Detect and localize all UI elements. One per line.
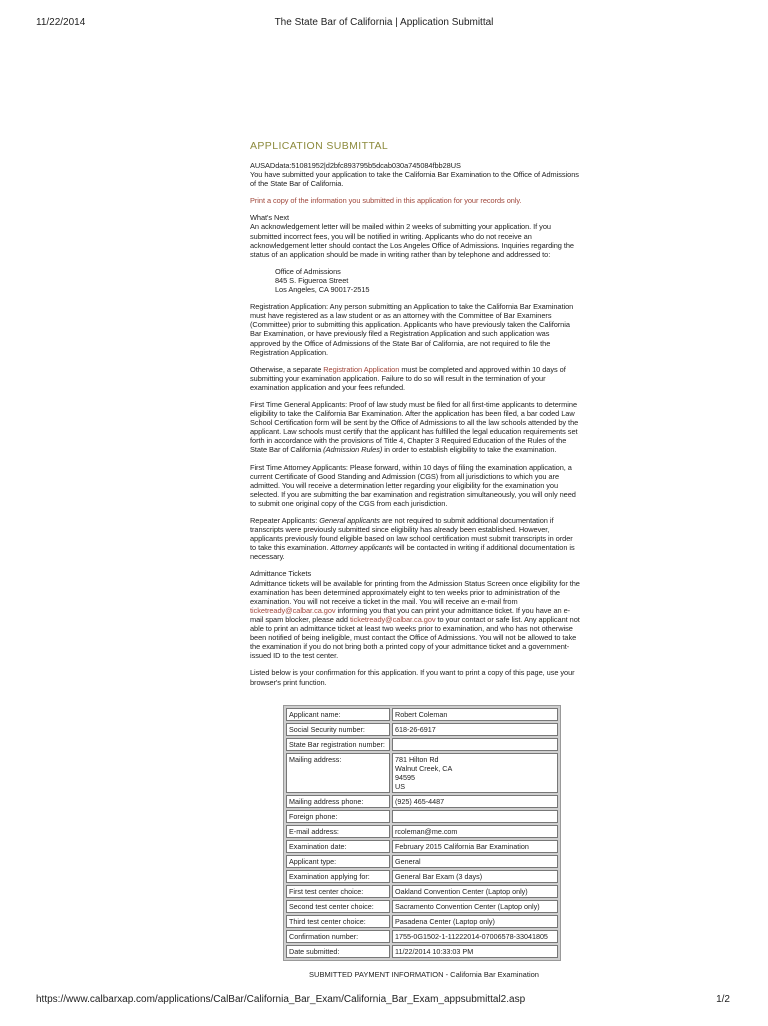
row-value: Robert Coleman [392,708,558,721]
registration-application-link[interactable]: Registration Application [323,364,400,374]
confirmation-table [283,705,561,961]
text: First Time General Applicants: Proof of law study must be filed for all first-time applicants to determine eligibility to take the California Bar Examination. After the application has been filed, a bar coded Law School Certification form will be sent by the Office of Admissions to all the law schools attended by the applicant. Law schools must certify that the applicant has fulfilled the legal education requirements set forth in accordance with the provisions of Title 4, Chapter 3 Required Education of the Rules of the State Bar of California [250,399,579,455]
text: General applicants [319,516,380,525]
text: must be completed and approved within 10 days of submitting your examination application. Failure to do so will result in the termination of your examination application and your fees refunded. [250,364,566,392]
page-title: APPLICATION SUBMITTAL [250,140,389,152]
row-value: 11/22/2014 10:33:03 PM [392,945,558,958]
text: Admittance tickets will be available for printing from the Admission Status Screen once eligibility for the examination has been determined approximately eight to ten weeks prior to administration of the examination. You will not receive a ticket in the mail. You will receive an e-mail from [250,578,580,606]
text: will be contacted in writing if additional documentation is necessary. [250,543,575,562]
row-label: Confirmation number: [286,930,390,943]
row-label: State Bar registration number: [286,738,390,751]
table-row [286,900,558,913]
row-value: Sacramento Convention Center (Laptop only) [392,900,558,913]
application-content [250,140,580,695]
row-label: Examination applying for: [286,870,390,883]
row-label: E-mail address: [286,825,390,838]
row-label: Social Security number: [286,723,390,736]
text: are not required to submit additional documentation if transcripts were previously submitted since eligibility has already been established. However, applicants previously found eligible based on law school certification must submit transcripts in order to take this examination. [250,516,573,553]
listed-text: Listed below is your confirmation for this application. If you want to print a copy of this page, use your browser's print function. [250,668,575,687]
text: Otherwise, a separate [250,364,324,374]
address-line: Los Angeles, CA 90017-2515 [275,285,370,295]
row-value [392,738,558,751]
text: informing you that you can print your admittance ticket. If you have an e-mail spam blocker, please add [250,605,571,624]
table-row [286,723,558,736]
text: to your contact or safe list. Any applicant not able to print an admittance ticket at least two weeks prior to examination, and who has not otherwise been notified of being ineligible, must contact the Office of Admissions. You will not be allowed to take the examination if you do not bring both a printed copy of your admittance ticket and a government-issued ID to the test center. [250,614,580,661]
row-label: Foreign phone: [286,810,390,823]
text: Attorney applicants [330,543,393,553]
tickets-text [250,579,580,661]
page-header-title: The State Bar of California | Application Submittal [274,17,494,28]
whats-next-text: An acknowledgement letter will be mailed within 2 weeks of submitting your application. If you submitted incorrect fees, you will be notified in writing. Applicants who do not receive an acknowledgement letter should contact the Los Angeles Office of Admissions. Inquiries regarding the status of an application should be made in writing rather than by telephone and addressed to: [250,222,574,259]
table-row [286,795,558,808]
page-header [0,17,768,31]
tickets-heading: Admittance Tickets [250,569,312,579]
row-label: Date submitted: [286,945,390,958]
whats-next-heading: What's Next [250,213,290,223]
row-value: General Bar Exam (3 days) [392,870,558,883]
address-line: Office of Admissions [275,266,341,276]
row-label: First test center choice: [286,885,390,898]
table-row [286,840,558,853]
page-footer [0,994,768,1008]
row-value: 781 Hilton Rd Walnut Creek, CA 94595 US [392,753,558,793]
row-label: Mailing address phone: [286,795,390,808]
page-header-date: 11/22/2014 [36,17,86,28]
row-label: Applicant name: [286,708,390,721]
row-label: Examination date: [286,840,390,853]
row-value: Pasadena Center (Laptop only) [392,915,558,928]
row-label: Mailing address: [286,753,390,793]
table-row [286,825,558,838]
row-value: 618-26-6917 [392,723,558,736]
row-label: Third test center choice: [286,915,390,928]
table-row [286,870,558,883]
row-value: February 2015 California Bar Examination [392,840,558,853]
admission-rules: (Admission Rules) [323,445,383,455]
otherwise-text [250,365,580,392]
intro-text: You have submitted your application to take the California Bar Examination to the Office of Admissions of the State Bar of California. [250,170,579,189]
table-row [286,915,558,928]
row-label: Applicant type: [286,855,390,868]
row-value: 1755-0G1502-1-11222014-07006578-33041805 [392,930,558,943]
row-label: Second test center choice: [286,900,390,913]
table-row [286,708,558,721]
id-line: AUSADdata:51081952|d2bfc893795b5dcab030a745084fbb28US [250,161,461,170]
first-attorney-text: First Time Attorney Applicants: Please forward, within 10 days of filing the examination application, a current Certificate of Good Standing and Admission (CGS) from all jurisdictions to which you are admitted. You will receive a determination letter regarding your eligibility for the examination you selected. If you are submitting the bar examination and registration simultaneously, you will only need to submit one original copy of the CGS from each jurisdiction. [250,462,576,508]
table-row [286,945,558,958]
text: Repeater Applicants: [250,516,320,525]
registration-text: Registration Application: Any person submitting an Application to take the California Bar Examination must have registered as a law student or as an attorney with the Committee of Bar Examiners (Committee) prior to submitting this application. Applicants who have previously taken the California Bar Examination, or have previously filed a Registration Application and such application was approved by the Office of Admissions of the State Bar of California, are not required to file the Registration Application. [250,302,574,357]
ticketready-email-link[interactable]: ticketready@calbar.ca.gov [349,614,436,624]
text: in order to establish eligibility to take the examination. [382,445,557,455]
table-row [286,753,558,793]
row-value: General [392,855,558,868]
page-number: 1/2 [716,993,730,1005]
first-general-text [250,400,580,455]
table-row [286,885,558,898]
table-row [286,810,558,823]
print-note: Print a copy of the information you submitted in this application for your records only. [250,196,522,206]
row-value [392,810,558,823]
page-footer-url: https://www.calbarxap.com/applications/CalBar/California_Bar_Exam/California_Bar_Exam_appsubmittal2.asp [36,993,526,1005]
table-row [286,738,558,751]
address-line: 845 S. Figueroa Street [275,275,349,285]
row-value: rcoleman@me.com [392,825,558,838]
ticketready-email-link[interactable]: ticketready@calbar.ca.gov [250,605,336,615]
row-value: (925) 465-4487 [392,795,558,808]
table-row [286,855,558,868]
payment-heading: SUBMITTED PAYMENT INFORMATION - California Bar Examination [309,969,539,979]
office-address [275,267,580,294]
row-value: Oakland Convention Center (Laptop only) [392,885,558,898]
table-row [286,930,558,943]
repeater-text [250,516,580,561]
